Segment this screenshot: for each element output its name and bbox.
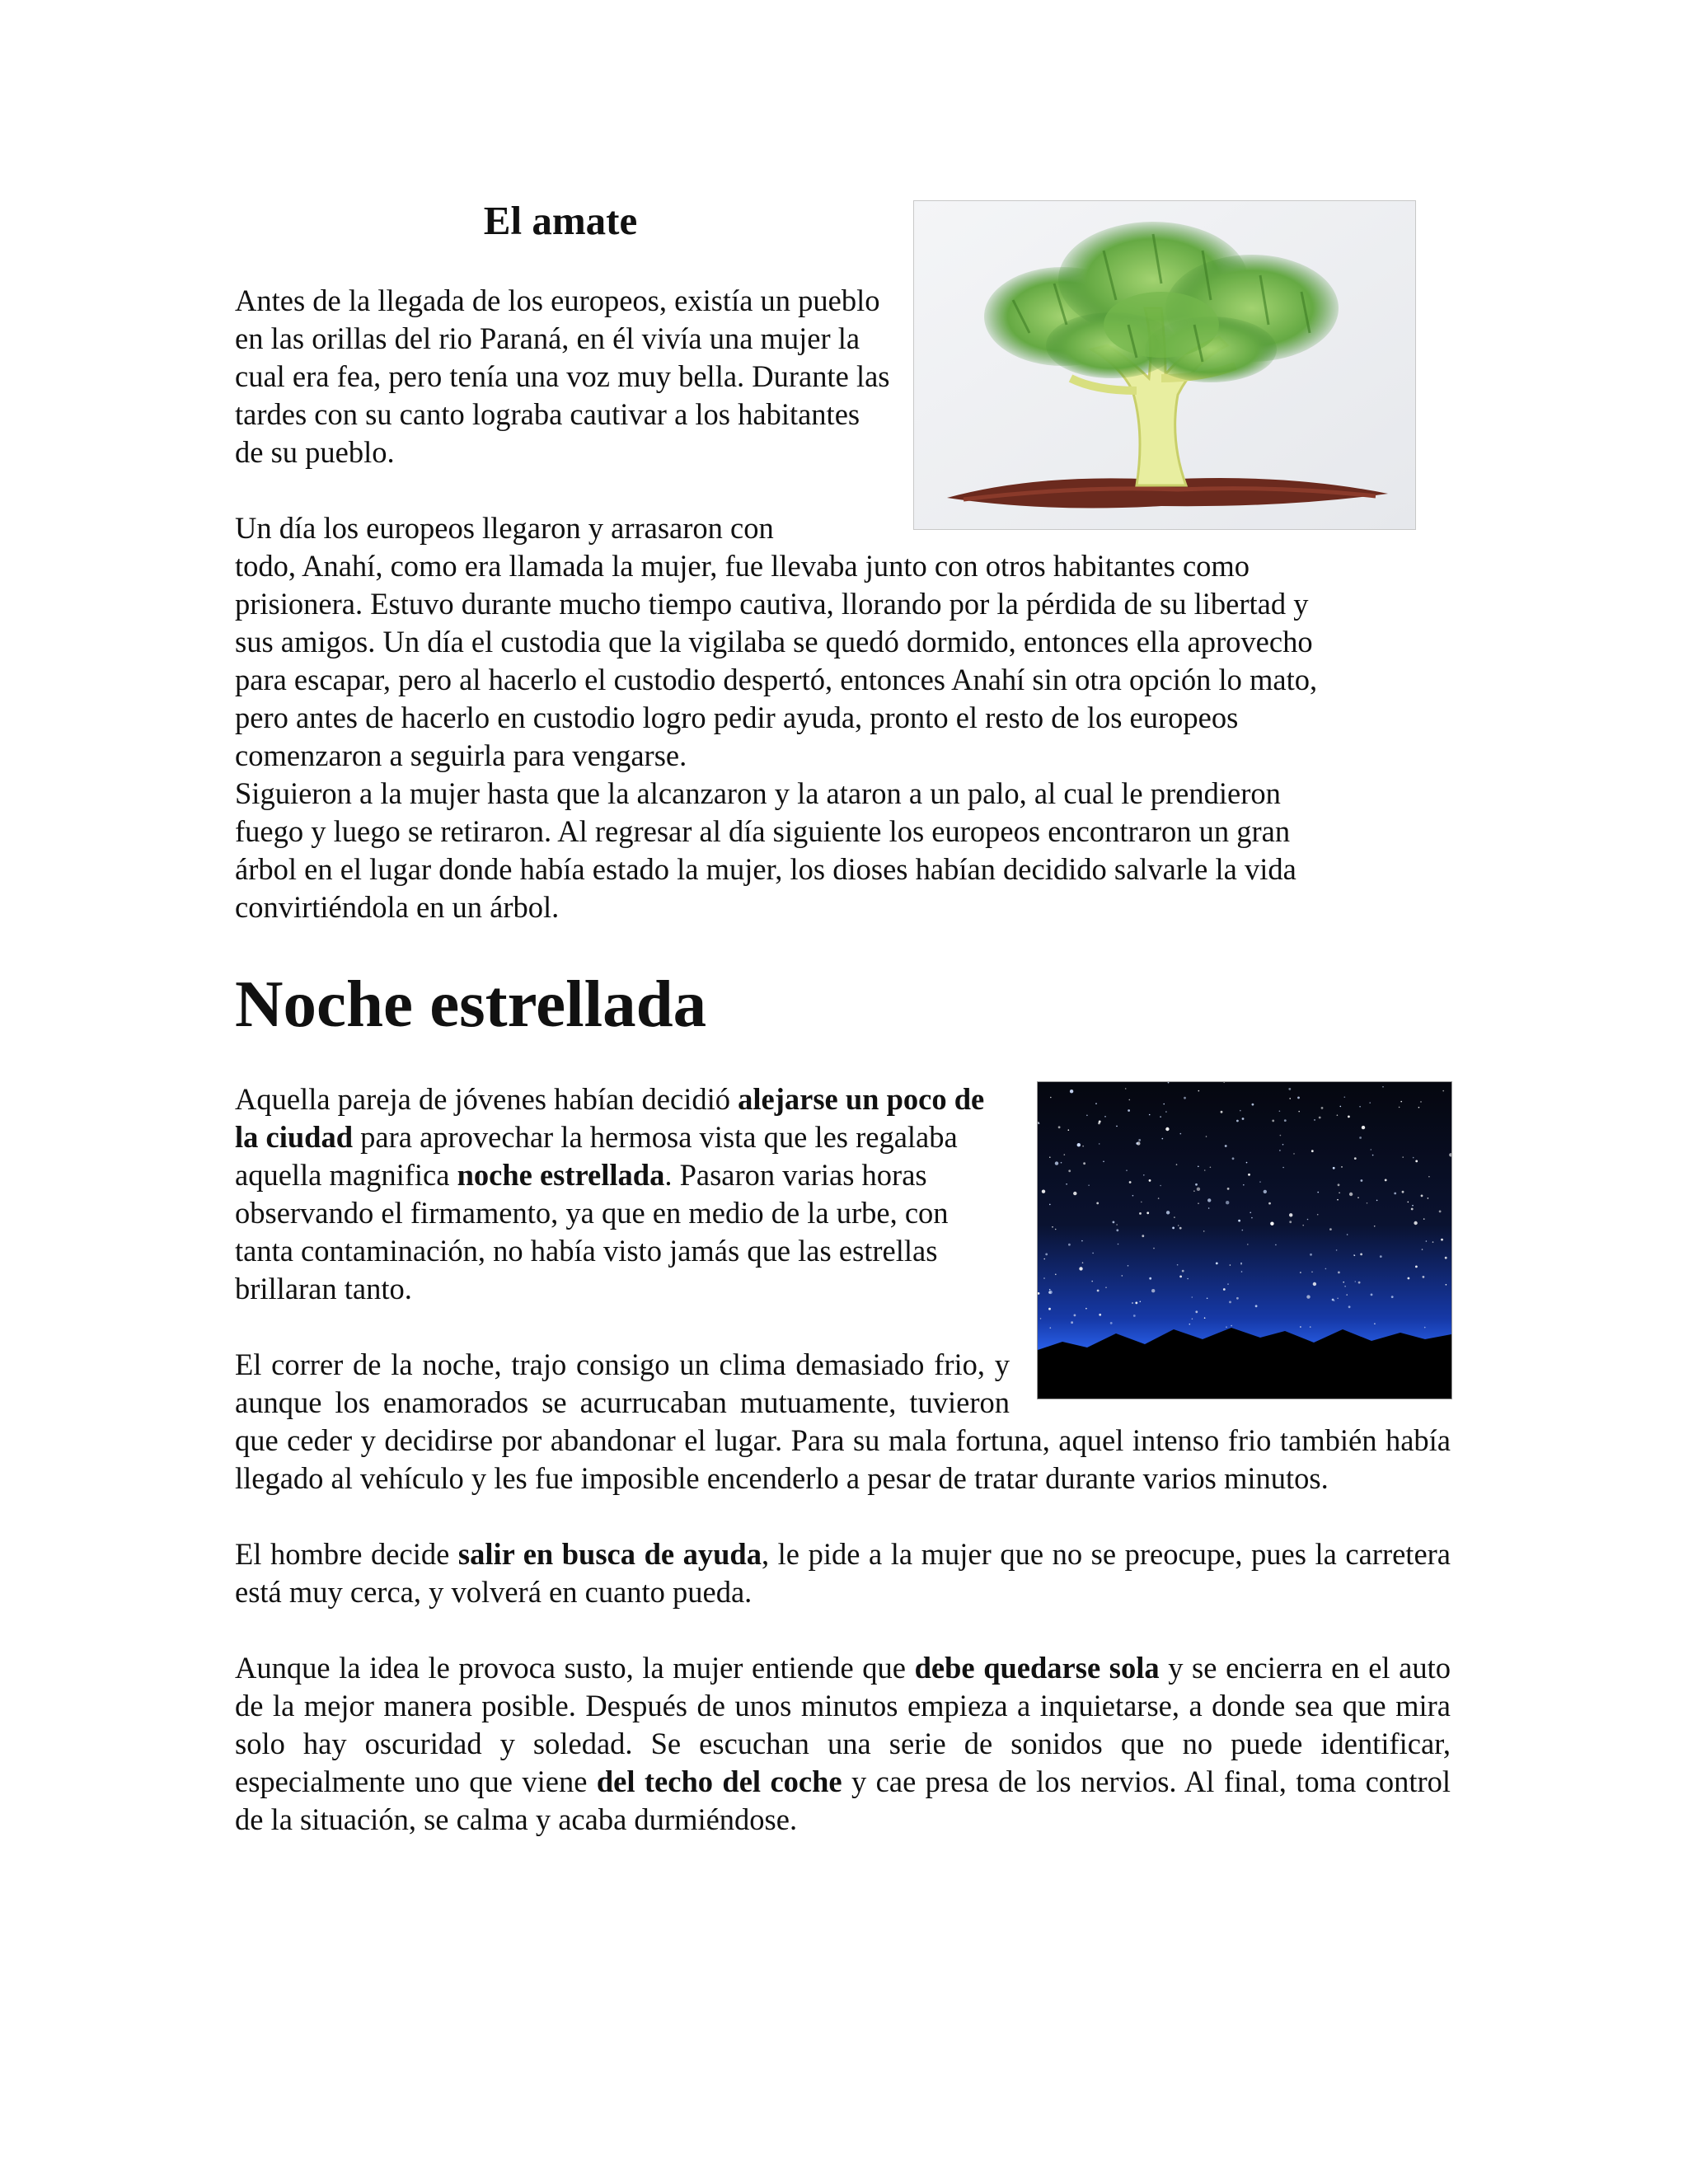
text-run: y cae presa de los nervios. Al final, toma control de la situación, se calma y acaba durmiéndose. <box>235 1765 1451 1836</box>
story-title-el-amate: El amate <box>483 198 638 243</box>
story1-line: Siguieron a la mujer hasta que la alcanzaron y la ataron a un palo, al cual le prendieron <box>235 776 1281 810</box>
story2-body <box>235 1080 1451 1877</box>
story1-line: fuego y luego se retiraron. Al regresar al día siguiente los europeos encontraron un gran <box>235 814 1291 848</box>
story2-paragraph-3 <box>235 1535 1451 1611</box>
text-run: El hombre decide <box>235 1537 458 1571</box>
story1-line: árbol en el lugar donde había estado la mujer, los dioses habían decidido salvarle la vida <box>235 852 1296 886</box>
story2-paragraph-4 <box>235 1649 1451 1839</box>
story1-paragraph-2 <box>235 509 1451 926</box>
tree-drawing-icon <box>914 201 1416 530</box>
story-title-noche-estrellada: Noche estrellada <box>235 967 707 1041</box>
bold-text: debe quedarse sola <box>914 1651 1160 1685</box>
story1-paragraph-1: Antes de la llegada de los europeos, existía un pueblo en las orillas del rio Paraná, en él vivía una mujer la cual era fea, pero tenía una voz muy bella. Durante las tardes con su canto lograba cautivar a los habitantes de su pueblo. <box>235 284 890 469</box>
story1-line: convirtiéndola en un árbol. <box>235 890 560 924</box>
story1-line: todo, Anahí, como era llamada la mujer, fue llevaba junto con otros habitantes como <box>235 549 1250 583</box>
bold-text: noche estrellada <box>457 1158 665 1192</box>
story1-line: pero antes de hacerlo en custodio logro pedir ayuda, pronto el resto de los europeos <box>235 701 1239 734</box>
story2-paragraph-2: El correr de la noche, trajo consigo un clima demasiado frio, y aunque los enamorados se acurrucaban mutuamente, tuvieron que ceder y decidirse por abandonar el lugar. Para su mala fortuna, aquel intenso frio también había llegado al vehículo y les fue imposible encenderlo a pesar de tratar durante varios minutos. <box>235 1347 1451 1495</box>
bold-text: del techo del coche <box>596 1765 842 1798</box>
story1-line: prisionera. Estuvo durante mucho tiempo cautiva, llorando por la pérdida de su libertad y <box>235 587 1309 621</box>
story1-line: comenzaron a seguirla para vengarse. <box>235 738 687 772</box>
tree-illustration <box>913 200 1416 530</box>
bold-text: salir en busca de ayuda <box>457 1537 762 1571</box>
story1-line: para escapar, pero al hacerlo el custodio despertó, entonces Anahí sin otra opción lo mato, <box>235 663 1318 696</box>
text-run: Aquella pareja de jóvenes habían decidió <box>235 1082 738 1116</box>
bold-text: alejarse un poco de la ciudad <box>235 1082 985 1154</box>
text-run: y se encierra en el auto de la mejor manera posible. Después de unos minutos empieza a inquietarse, a donde sea que mira solo hay oscuridad y soledad. Se escuchan una serie de sonidos que no puede identificar, especialmente uno que viene <box>235 1651 1451 1798</box>
story1-line: sus amigos. Un día el custodia que la vigilaba se quedó dormido, entonces ella aprovecho <box>235 625 1313 658</box>
text-run: . Pasaron varias horas observando el firmamento, ya que en medio de la urbe, con tanta contaminación, no había visto jamás que las estrellas brillaran tanto. <box>235 1158 949 1305</box>
image-spacer <box>1010 1080 1451 1410</box>
text-run: , le pide a la mujer que no se preocupe, pues la carretera está muy cerca, y volverá en cuanto pueda. <box>235 1537 1451 1609</box>
text-run: Aunque la idea le provoca susto, la mujer entiende que <box>235 1651 915 1685</box>
text-run: para aprovechar la hermosa vista que les regalaba aquella magnifica <box>235 1120 958 1192</box>
story1-line: Un día los europeos llegaron y arrasaron con <box>235 511 774 545</box>
